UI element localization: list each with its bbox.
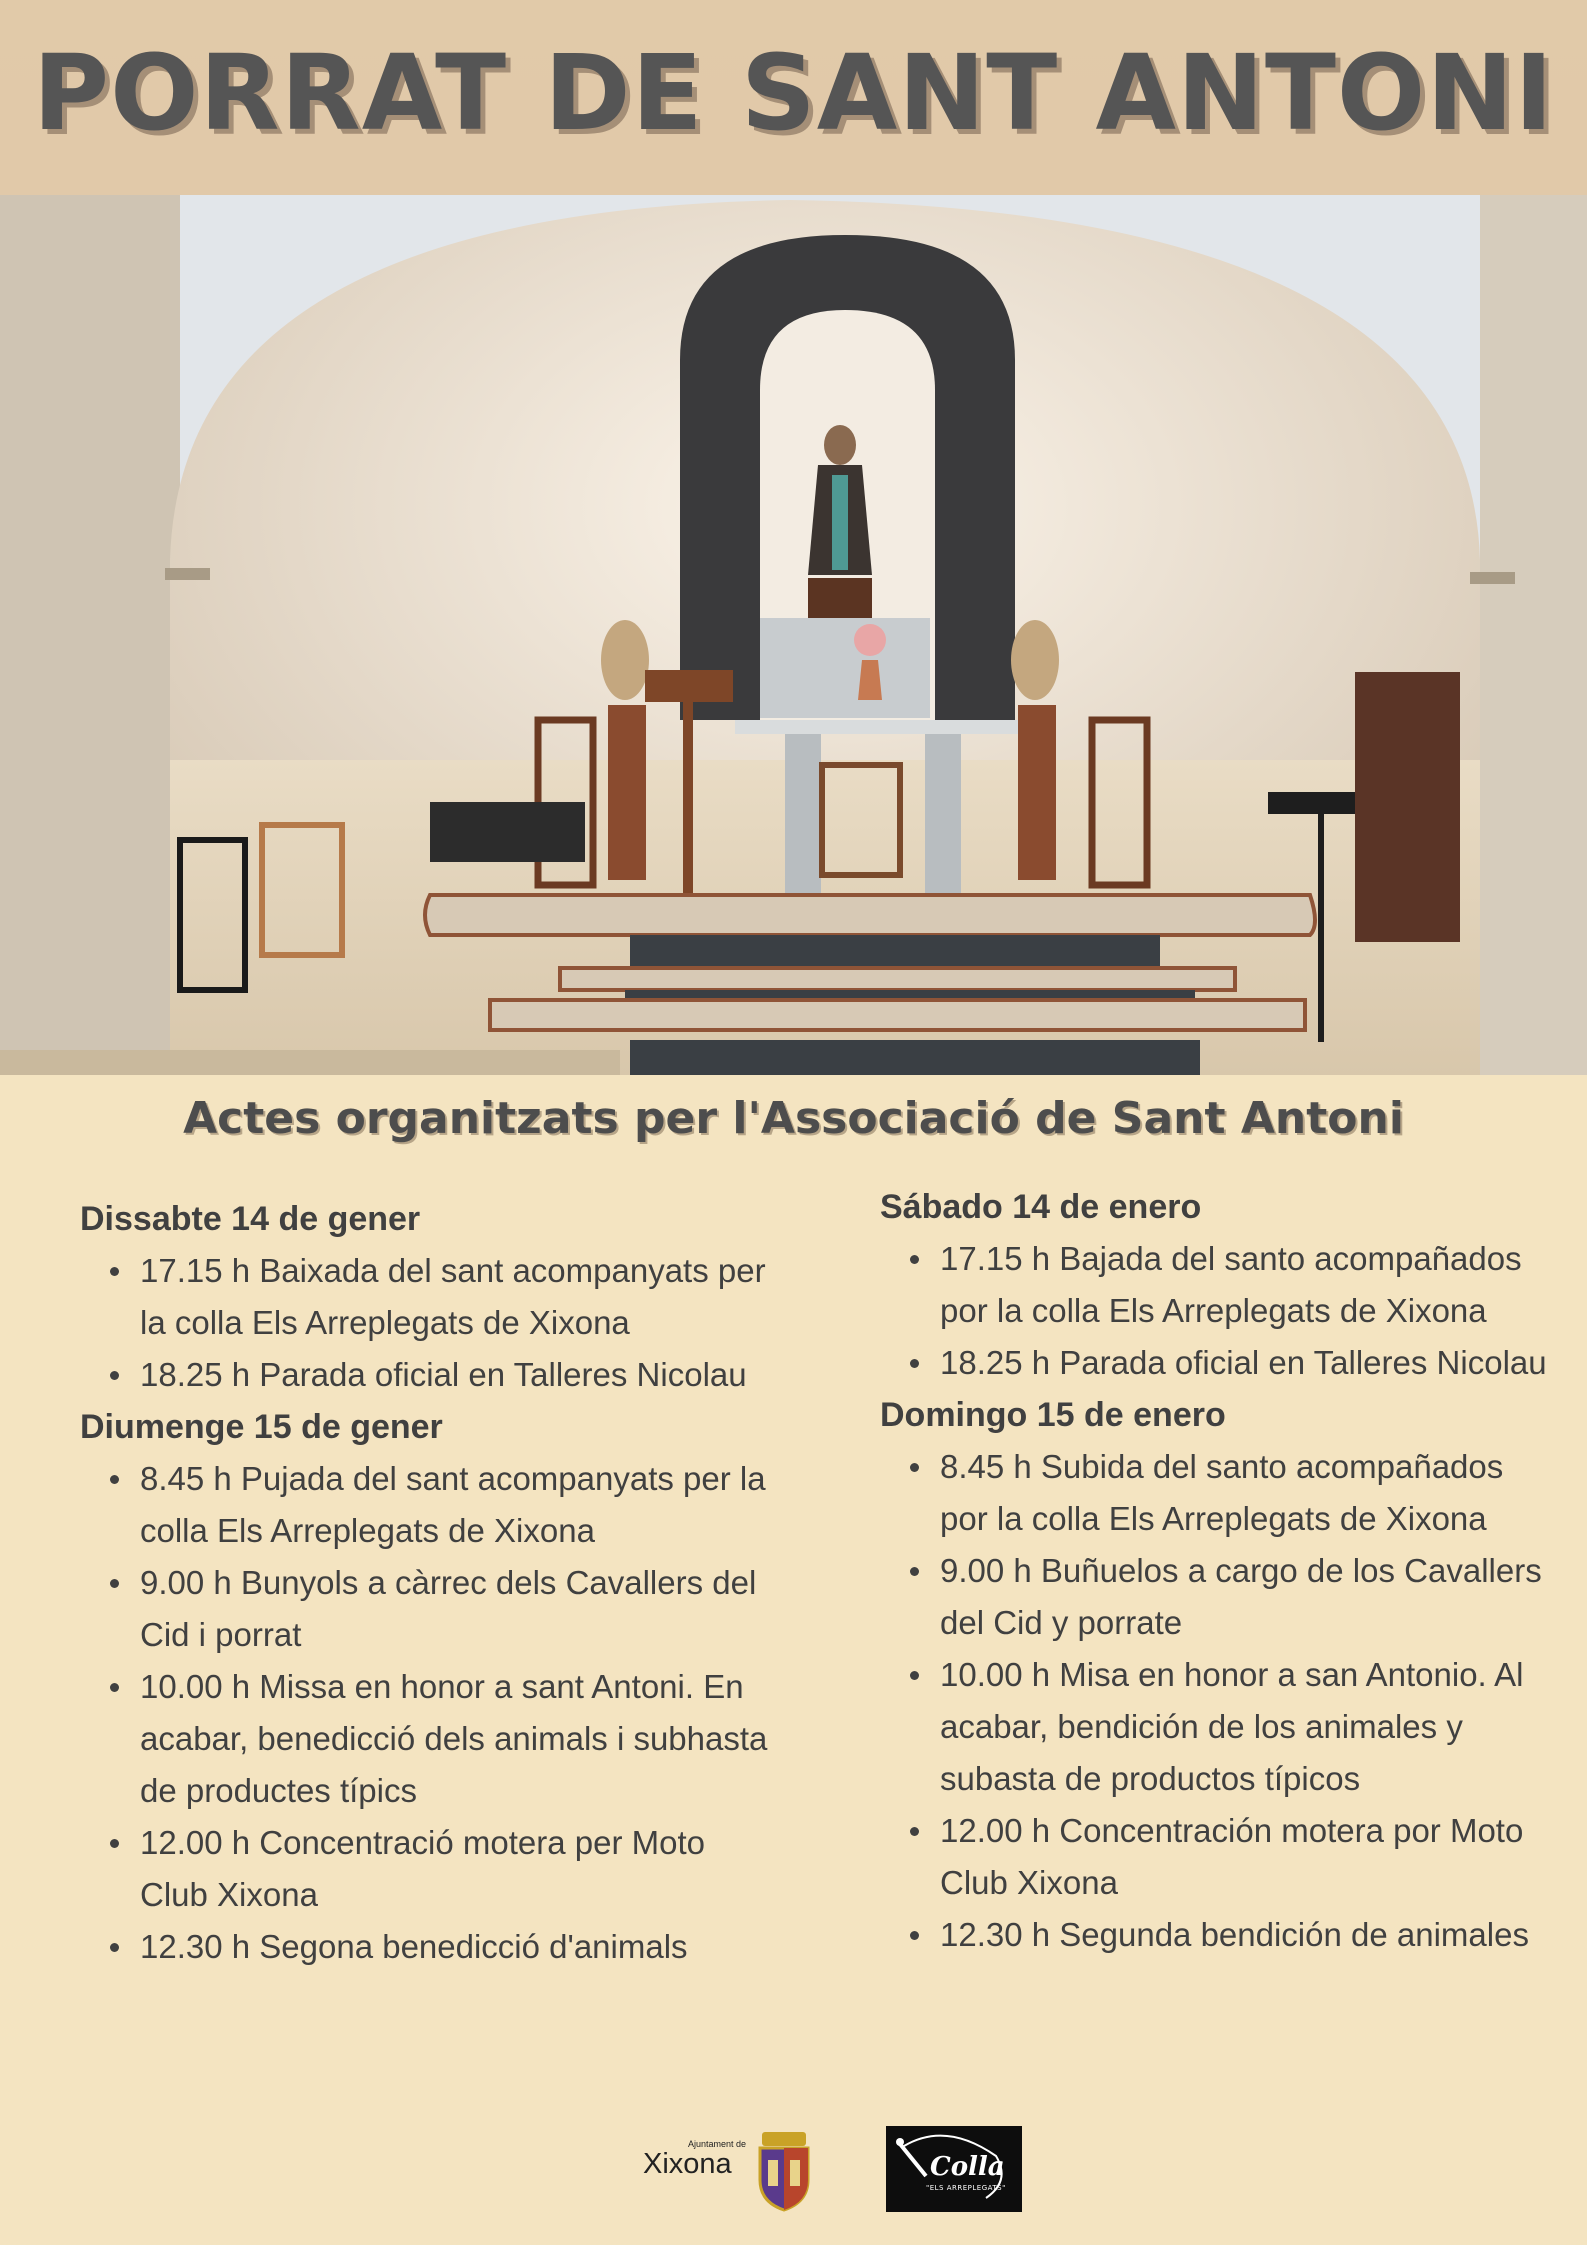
candle-rack — [430, 802, 585, 862]
list-item: 18.25 h Parada oficial en Talleres Nicolau — [140, 1349, 780, 1401]
valencian-column — [80, 1193, 780, 1973]
wall-lamp-right — [1470, 572, 1515, 584]
xixona-crest-icon — [752, 2128, 816, 2212]
event-list — [880, 1233, 1560, 1389]
list-item: 10.00 h Misa en honor a san Antonio. Al acabar, bendición de los animales y subasta de productos típicos — [940, 1649, 1560, 1805]
reredos — [760, 618, 930, 718]
day-heading: Dissabte 14 de gener — [80, 1200, 421, 1238]
altar-top — [735, 720, 1020, 734]
angel-right — [1011, 620, 1059, 700]
colla-name: Colla — [930, 2152, 1005, 2182]
step-top — [425, 895, 1315, 935]
side-door — [1355, 672, 1460, 942]
altar-leg-left — [785, 734, 821, 904]
spanish-column — [880, 1181, 1560, 1961]
list-item: 18.25 h Parada oficial en Talleres Nicolau — [940, 1337, 1560, 1389]
ajuntament-name: Xixona — [643, 2148, 732, 2180]
right-wall — [1480, 195, 1587, 1075]
list-item: 12.30 h Segona benedicció d'animals — [140, 1921, 780, 1973]
list-item: 17.15 h Bajada del santo acompañados por la colla Els Arreplegats de Xixona — [940, 1233, 1560, 1337]
list-item: 8.45 h Pujada del sant acompanyats per la colla Els Arreplegats de Xixona — [140, 1453, 780, 1557]
floor-left — [0, 1050, 620, 1075]
list-item: 17.15 h Baixada del sant acompanyats per la colla Els Arreplegats de Xixona — [140, 1245, 780, 1349]
event-list — [880, 1441, 1560, 1961]
day-heading: Diumenge 15 de gener — [80, 1408, 443, 1446]
statue-pedestal — [808, 578, 872, 618]
event-list — [80, 1453, 780, 1973]
step-tile-3 — [630, 1040, 1200, 1075]
pedestal-left — [608, 705, 646, 880]
list-item: 12.30 h Segunda bendición de animales — [940, 1909, 1560, 1961]
pedestal-right — [1018, 705, 1056, 880]
statue-sash — [832, 475, 848, 570]
step-low — [490, 1000, 1305, 1030]
lectern-top — [645, 670, 733, 702]
music-stand-post — [1318, 812, 1324, 1042]
list-item: 9.00 h Buñuelos a cargo de los Cavallers del Cid y porrate — [940, 1545, 1560, 1649]
ajuntament-label: Ajuntament de — [688, 2139, 747, 2149]
vase — [858, 660, 882, 700]
subtitle: Actes organitzats per l'Associació de Sant Antoni — [183, 1093, 1404, 1144]
list-item: 9.00 h Bunyols a càrrec dels Cavallers del Cid i porrat — [140, 1557, 780, 1661]
flowers — [854, 624, 886, 656]
event-list — [80, 1245, 780, 1401]
step-tile-1 — [630, 935, 1160, 969]
list-item: 12.00 h Concentració motera per Moto Club Xixona — [140, 1817, 780, 1921]
list-item: 10.00 h Missa en honor a sant Antoni. En acabar, benedicció dels animals i subhasta de productes típics — [140, 1661, 780, 1817]
left-wall — [0, 195, 180, 1075]
list-item: 8.45 h Subida del santo acompañados por la colla Els Arreplegats de Xixona — [940, 1441, 1560, 1545]
colla-logo — [886, 2126, 1022, 2212]
colla-subtitle: "ELS ARREPLEGATS" — [926, 2184, 1006, 2192]
lectern-post — [683, 700, 693, 910]
list-item: 12.00 h Concentración motera por Moto Club Xixona — [940, 1805, 1560, 1909]
page-title: PORRAT DE SANT ANTONI — [32, 32, 1555, 154]
statue-head — [824, 425, 856, 465]
step-mid — [560, 968, 1235, 990]
day-heading: Domingo 15 de enero — [880, 1396, 1226, 1434]
wall-lamp-left — [165, 568, 210, 580]
angel-left — [601, 620, 649, 700]
hero-photo — [0, 0, 1587, 1075]
day-heading: Sábado 14 de enero — [880, 1188, 1202, 1226]
altar-leg-right — [925, 734, 961, 904]
